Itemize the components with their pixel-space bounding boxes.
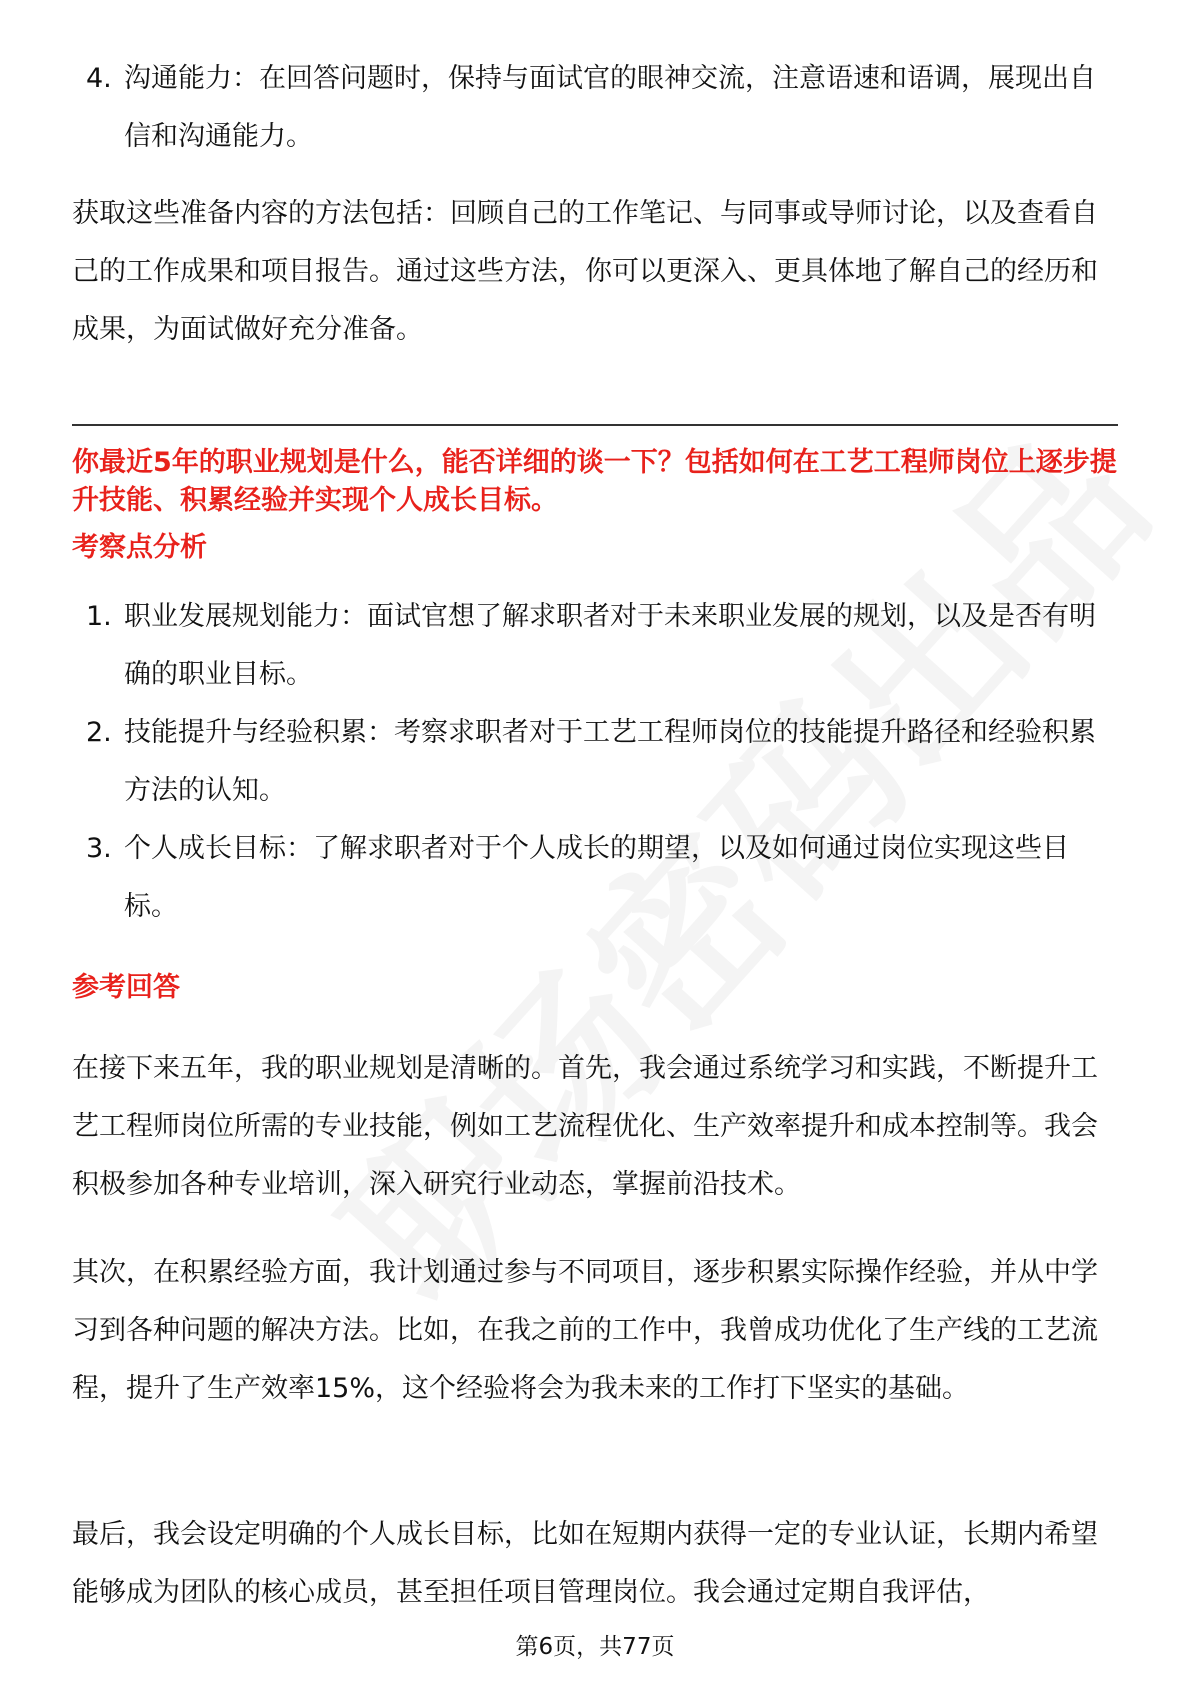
list-item <box>72 820 1118 936</box>
analysis-heading: 考察点分析 <box>72 532 207 563</box>
answer-paragraph: 在接下来五年，我的职业规划是清晰的。首先，我会通过系统学习和实践，不断提升工艺工程师岗位所需的专业技能，例如工艺流程优化、生产效率提升和成本控制等。我会积极参加各种专业培训，深入研究行业动态，掌握前沿技术。 <box>72 1053 1098 1200</box>
analysis-list <box>72 588 1118 936</box>
answer-heading: 参考回答 <box>72 972 180 1003</box>
list-item-number: 3. <box>86 833 112 864</box>
list-item-text: 沟通能力：在回答问题时，保持与面试官的眼神交流，注意语速和语调，展现出自信和沟通能力。 <box>124 63 1096 152</box>
top-list <box>72 50 1118 166</box>
page-footer: 第6页，共77页 <box>515 1634 675 1660</box>
method-paragraph: 获取这些准备内容的方法包括：回顾自己的工作笔记、与同事或导师讨论，以及查看自己的工作成果和项目报告。通过这些方法，你可以更深入、更具体地了解自己的经历和成果，为面试做好充分准备。 <box>72 198 1098 345</box>
list-item-text: 职业发展规划能力：面试官想了解求职者对于未来职业发展的规划，以及是否有明确的职业目标。 <box>124 601 1096 690</box>
list-item-text: 技能提升与经验积累：考察求职者对于工艺工程师岗位的技能提升路径和经验积累方法的认知。 <box>124 717 1096 806</box>
list-item-text: 个人成长目标：了解求职者对于个人成长的期望，以及如何通过岗位实现这些目标。 <box>124 833 1069 922</box>
question-heading: 你最近5年的职业规划是什么，能否详细的谈一下？包括如何在工艺工程师岗位上逐步提升技能、积累经验并实现个人成长目标。 <box>72 447 1117 516</box>
section-divider <box>72 424 1118 426</box>
answer-paragraph: 最后，我会设定明确的个人成长目标，比如在短期内获得一定的专业认证，长期内希望能够成为团队的核心成员，甚至担任项目管理岗位。我会通过定期自我评估， <box>72 1519 1098 1608</box>
list-item-number: 1. <box>86 601 112 632</box>
list-item-number: 2. <box>86 717 112 748</box>
list-item <box>72 704 1118 820</box>
list-item-number: 4. <box>86 63 112 94</box>
answer-paragraph: 其次，在积累经验方面，我计划通过参与不同项目，逐步积累实际操作经验，并从中学习到各种问题的解决方法。比如，在我之前的工作中，我曾成功优化了生产线的工艺流程，提升了生产效率15%，这个经验将会为我未来的工作打下坚实的基础。 <box>72 1257 1098 1404</box>
list-item <box>72 588 1118 704</box>
list-item <box>72 50 1118 166</box>
